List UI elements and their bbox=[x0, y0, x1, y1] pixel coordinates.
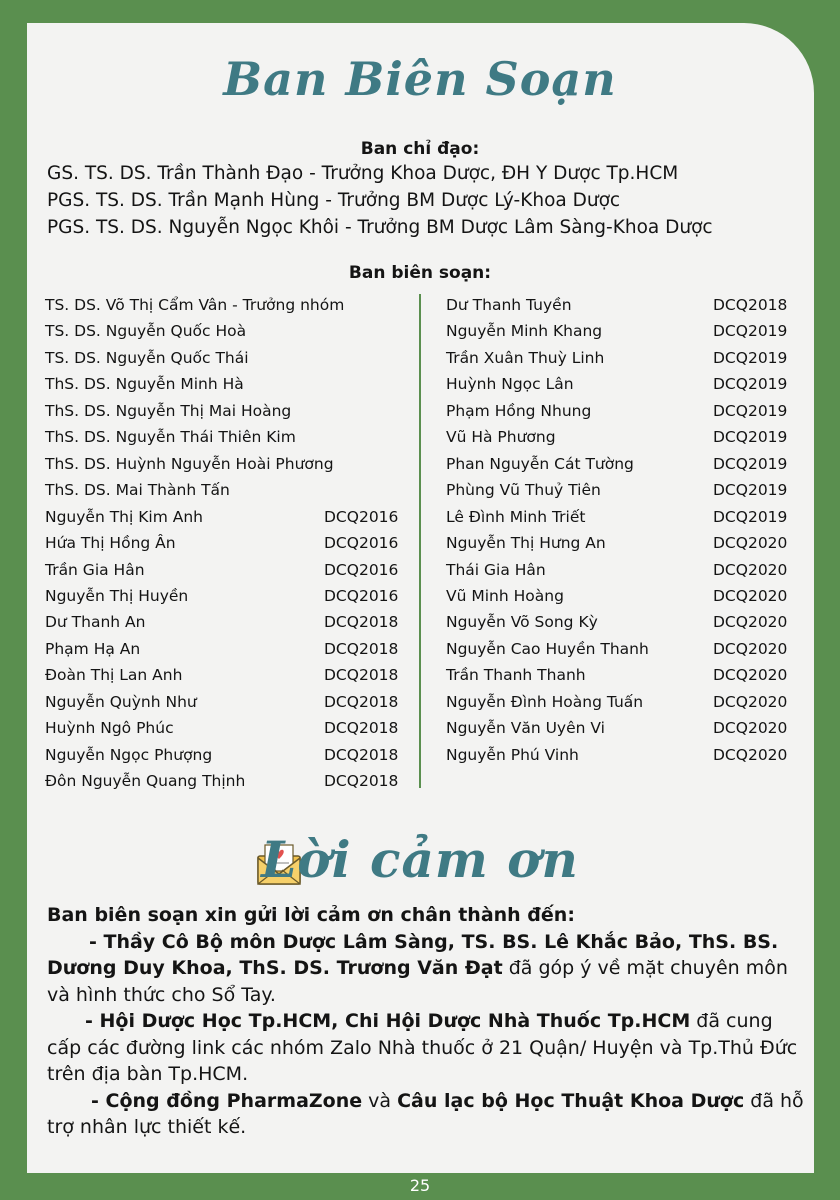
editor-name: Trần Xuân Thuỳ Linh bbox=[446, 348, 605, 367]
editor-name: Trần Gia Hân bbox=[45, 560, 145, 579]
editor-name: Vũ Hà Phương bbox=[446, 428, 556, 447]
column-divider bbox=[419, 294, 421, 788]
editor-name: Nguyễn Thị Huyền bbox=[45, 586, 189, 605]
editor-name: Nguyễn Văn Uyên Vi bbox=[446, 719, 605, 738]
editor-name: Nguyễn Võ Song Kỳ bbox=[446, 613, 598, 632]
thanks-body bbox=[47, 902, 807, 1141]
editor-name: Nguyễn Cao Huyền Thanh bbox=[446, 639, 649, 658]
page-title: Ban Biên Soạn bbox=[223, 52, 617, 106]
editor-class-code: DCQ2020 bbox=[713, 692, 788, 711]
editor-class-code: DCQ2018 bbox=[324, 613, 399, 632]
editor-name: ThS. DS. Mai Thành Tấn bbox=[45, 481, 230, 500]
editor-class-code: DCQ2019 bbox=[713, 428, 788, 447]
thanks-intro: Ban biên soạn xin gửi lời cảm ơn chân thành đến: bbox=[47, 904, 575, 926]
editor-name: Đoàn Thị Lan Anh bbox=[45, 666, 183, 685]
editor-class-code: DCQ2018 bbox=[324, 666, 399, 685]
editor-name: ThS. DS. Nguyễn Thái Thiên Kim bbox=[45, 428, 296, 447]
editor-name: TS. DS. Võ Thị Cẩm Vân - Trưởng nhóm bbox=[45, 296, 345, 314]
editor-class-code: DCQ2020 bbox=[713, 639, 788, 658]
editor-class-code: DCQ2018 bbox=[324, 692, 399, 711]
editor-class-code: DCQ2020 bbox=[713, 534, 788, 553]
editor-class-code: DCQ2020 bbox=[713, 586, 788, 605]
editor-class-code: DCQ2019 bbox=[713, 454, 788, 473]
editor-class-code: DCQ2020 bbox=[713, 745, 788, 764]
page-number: 25 bbox=[409, 1176, 431, 1195]
editor-class-code: DCQ2016 bbox=[324, 586, 399, 605]
editor-class-code: DCQ2016 bbox=[324, 534, 399, 553]
editor-class-code: DCQ2018 bbox=[324, 745, 399, 764]
guidance-line: PGS. TS. DS. Trần Mạnh Hùng - Trưởng BM Dược Lý-Khoa Dược bbox=[47, 190, 621, 211]
editor-name: Trần Thanh Thanh bbox=[446, 666, 586, 685]
editor-class-code: DCQ2019 bbox=[713, 507, 788, 526]
editor-name: Huỳnh Ngô Phúc bbox=[45, 719, 174, 738]
editor-name: Vũ Minh Hoàng bbox=[446, 586, 564, 605]
editor-class-code: DCQ2020 bbox=[713, 560, 788, 579]
guidance-line: PGS. TS. DS. Nguyễn Ngọc Khôi - Trưởng BM Dược Lâm Sàng-Khoa Dược bbox=[47, 217, 713, 238]
editor-name: Lê Đình Minh Triết bbox=[446, 507, 586, 526]
editor-name: Đôn Nguyễn Quang Thịnh bbox=[45, 772, 246, 791]
editor-name: Nguyễn Đình Hoàng Tuấn bbox=[446, 692, 644, 711]
editor-name: Nguyễn Thị Kim Anh bbox=[45, 507, 203, 526]
editor-class-code: DCQ2018 bbox=[324, 639, 399, 658]
editor-name: Hứa Thị Hồng Ân bbox=[45, 534, 176, 553]
editor-name: Nguyễn Minh Khang bbox=[446, 322, 603, 341]
editor-class-code: DCQ2020 bbox=[713, 613, 788, 632]
editor-class-code: DCQ2018 bbox=[713, 296, 788, 314]
editor-name: Phạm Hồng Nhung bbox=[446, 401, 592, 420]
editor-name: Dư Thanh Tuyền bbox=[446, 296, 572, 314]
editor-name: Phạm Hạ An bbox=[45, 639, 141, 658]
guidance-line: GS. TS. DS. Trần Thành Đạo - Trưởng Khoa Dược, ĐH Y Dược Tp.HCM bbox=[47, 163, 679, 184]
editor-class-code: DCQ2018 bbox=[324, 772, 399, 791]
editor-name: Huỳnh Ngọc Lân bbox=[446, 375, 574, 394]
editor-name: Phùng Vũ Thuỷ Tiên bbox=[446, 481, 601, 500]
editor-name: Phan Nguyễn Cát Tường bbox=[446, 454, 634, 473]
thanks-paragraph: - Hội Dược Học Tp.HCM, Chi Hội Dược Nhà Thuốc Tp.HCM đã cung cấp các đường link các nhóm Zalo Nhà thuốc ở 21 Quận/ Huyện và Tp.Thủ Đức trên địa bàn Tp.HCM. bbox=[47, 1010, 798, 1085]
editor-name: ThS. DS. Nguyễn Thị Mai Hoàng bbox=[45, 401, 292, 420]
editor-class-code: DCQ2019 bbox=[713, 481, 788, 500]
editor-name: TS. DS. Nguyễn Quốc Hoà bbox=[45, 322, 247, 341]
editor-name: TS. DS. Nguyễn Quốc Thái bbox=[45, 348, 249, 367]
editor-name: Nguyễn Thị Hưng An bbox=[446, 534, 606, 553]
editor-name: Dư Thanh An bbox=[45, 613, 146, 632]
editor-class-code: DCQ2020 bbox=[713, 666, 788, 685]
editor-class-code: DCQ2018 bbox=[324, 719, 399, 738]
editor-class-code: DCQ2019 bbox=[713, 322, 788, 341]
editor-class-code: DCQ2019 bbox=[713, 348, 788, 367]
thanks-paragraph: - Cộng đồng PharmaZone và Câu lạc bộ Học Thuật Khoa Dược đã hỗ trợ nhân lực thiết kế. bbox=[47, 1089, 804, 1138]
editor-name: Nguyễn Phú Vinh bbox=[446, 745, 579, 764]
editor-name: Nguyễn Ngọc Phượng bbox=[45, 745, 213, 764]
editor-class-code: DCQ2016 bbox=[324, 560, 399, 579]
editor-class-code: DCQ2019 bbox=[713, 375, 788, 394]
editor-class-code: DCQ2016 bbox=[324, 507, 399, 526]
thanks-title: Lời cảm ơn bbox=[261, 830, 579, 889]
editor-class-code: DCQ2020 bbox=[713, 719, 788, 738]
thanks-paragraph: - Thầy Cô Bộ môn Dược Lâm Sàng, TS. BS. Lê Khắc Bảo, ThS. BS. Dương Duy Khoa, ThS. DS. Trương Văn Đạt đã góp ý về mặt chuyên môn và hình thức cho Sổ Tay. bbox=[47, 930, 788, 1006]
editor-class-code: DCQ2019 bbox=[713, 401, 788, 420]
editor-name: Thái Gia Hân bbox=[446, 560, 546, 579]
editor-name: ThS. DS. Nguyễn Minh Hà bbox=[45, 375, 244, 394]
guidance-heading: Ban chỉ đạo: bbox=[360, 139, 480, 159]
editor-name: Nguyễn Quỳnh Như bbox=[45, 692, 197, 711]
editor-name: ThS. DS. Huỳnh Nguyễn Hoài Phương bbox=[45, 454, 334, 473]
editors-heading: Ban biên soạn: bbox=[348, 263, 492, 283]
